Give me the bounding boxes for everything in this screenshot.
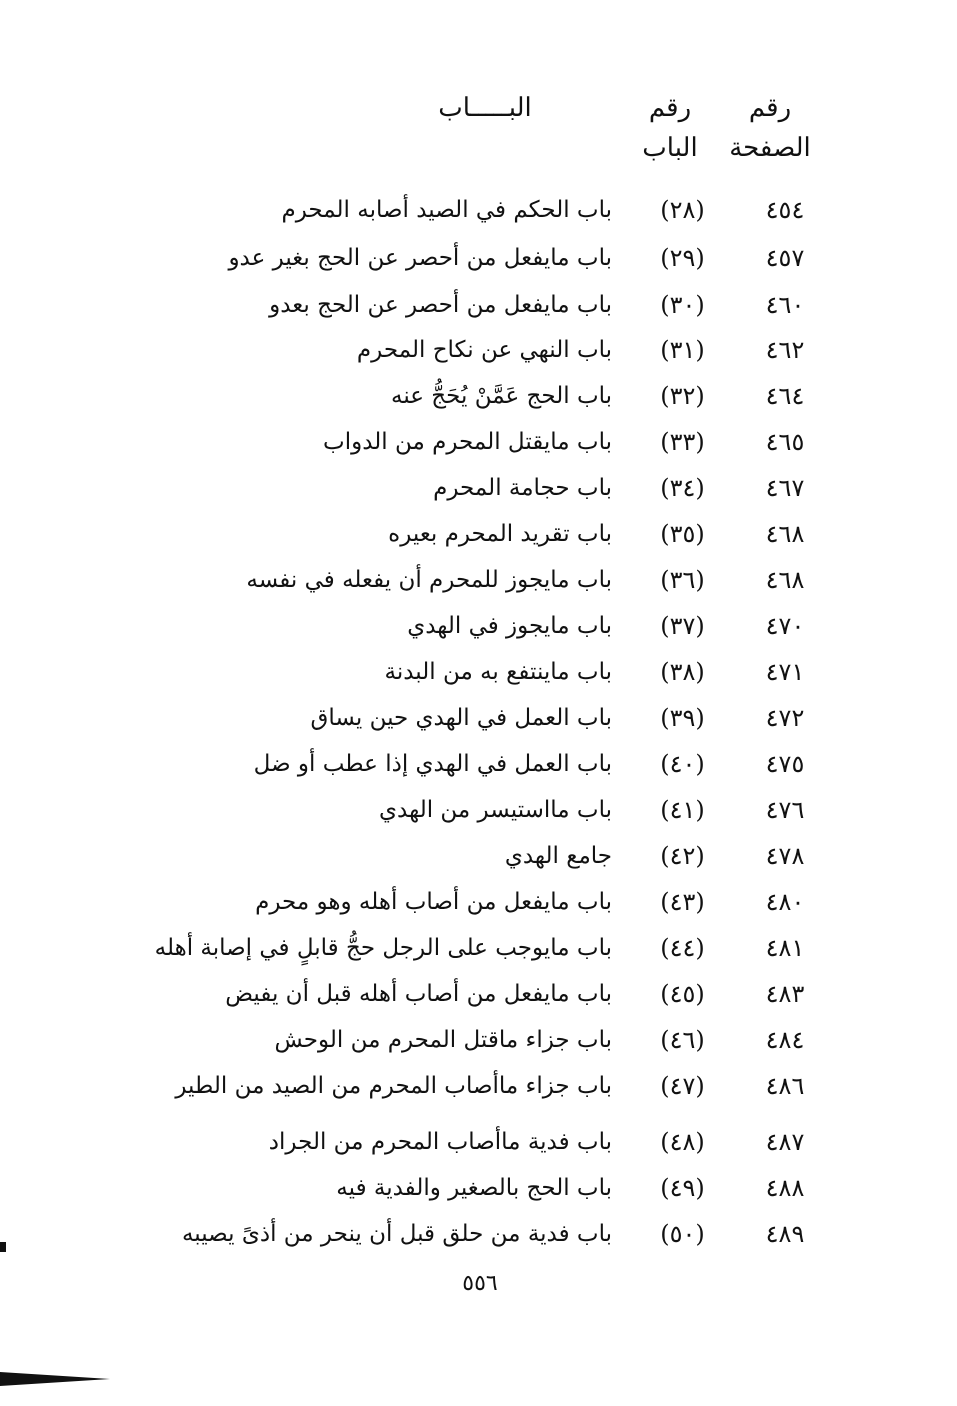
toc-row [0,374,957,418]
toc-page-number: ٤٧١ [765,658,805,686]
toc-chapter-title: جامع الهدي [504,843,612,869]
toc-chapter-number: (٤١) [660,796,705,824]
toc-chapter-title: باب حجامة المحرم [433,475,612,501]
toc-chapter-title: باب مايوجب على الرجل حجُّ قابلٍ في إصابة أهله [154,935,612,961]
toc-chapter-title: باب العمل في الهدي حين يساق [310,705,612,731]
toc-chapter-title: باب تقريد المحرم بعيره [388,521,612,547]
toc-page-number: ٤٦٢ [765,336,805,364]
toc-page-number: ٤٨٧ [765,1128,805,1156]
scan-mark [0,1242,6,1252]
toc-chapter-title: باب جزاء ماأصاب المحرم من الصيد من الطير [175,1073,612,1099]
toc-row [0,742,957,786]
toc-chapter-number: (٣١) [660,336,705,364]
toc-chapter-title: باب الحكم في الصيد أصابه المحرم [281,197,612,223]
toc-chapter-number: (٤٢) [660,842,705,870]
toc-chapter-number: (٤٤) [660,934,705,962]
toc-page-number: ٤٦٨ [765,566,805,594]
toc-row [0,283,957,327]
toc-page-number: ٤٧٠ [765,612,805,640]
toc-row [0,466,957,510]
toc-chapter-title: باب مايفعل من أصاب أهله وهو محرم [255,889,612,915]
toc-chapter-number: (٤٧) [660,1072,705,1100]
toc-page-number: ٤٧٥ [765,750,805,778]
toc-row [0,1018,957,1062]
toc-row [0,834,957,878]
toc-chapter-number: (٣٢) [660,382,705,410]
toc-page-number: ٤٥٧ [765,244,805,272]
toc-page-number: ٤٨٦ [765,1072,805,1100]
toc-row [0,788,957,832]
toc-chapter-title: باب مايفعل من أصاب أهله قبل أن يفيض [225,981,612,1007]
header-page-number-line2: الصفحة [729,133,811,163]
toc-chapter-title: باب مايجوز في الهدي [407,613,612,639]
toc-chapter-title: باب الحج عَمَّنْ يُحَجُّ عنه [390,383,612,409]
toc-chapter-title: باب الحج بالصغير والفدية فيه [336,1175,612,1201]
toc-row [0,512,957,556]
toc-page-number: ٤٦٠ [765,291,805,319]
toc-chapter-number: (٣٦) [660,566,705,594]
toc-row [0,1120,957,1164]
toc-chapter-title: باب ماينتفع به من البدنة [384,659,612,685]
toc-page-number: ٤٨٠ [765,888,805,916]
toc-row [0,1064,957,1108]
toc-page-number: ٤٦٧ [765,474,805,502]
toc-page-number: ٤٨٨ [765,1174,805,1202]
page-number: ٥٥٦ [462,1271,498,1296]
toc-row [0,650,957,694]
toc-row [0,696,957,740]
toc-row [0,236,957,280]
toc-chapter-title: باب جزاء ماقتل المحرم من الوحش [274,1027,612,1053]
toc-chapter-title: باب العمل في الهدي إذا عطب أو ضل [253,751,612,777]
toc-page-number: ٤٨٩ [765,1220,805,1248]
toc-chapter-title: باب مايفعل من أحصر عن الحج بغير عدو [228,245,612,271]
toc-chapter-number: (٤٨) [660,1128,705,1156]
toc-chapter-number: (٤٩) [660,1174,705,1202]
header-chapter-number [625,88,715,168]
toc-row [0,188,957,232]
toc-row [0,1212,957,1256]
toc-page-number: ٤٨١ [765,934,805,962]
toc-chapter-number: (٤٥) [660,980,705,1008]
toc-chapter-number: (٣٣) [660,428,705,456]
toc-chapter-title: باب فدية من حلق قبل أن ينحر من أذىً يصيبه [181,1221,612,1247]
toc-chapter-title: باب مايفعل من أحصر عن الحج بعدو [269,292,612,318]
toc-chapter-number: (٤٦) [660,1026,705,1054]
toc-page-number: ٤٨٣ [765,980,805,1008]
toc-row [0,420,957,464]
header-chapter-title: البـــــاب [438,93,532,123]
toc-row [0,604,957,648]
toc-chapter-number: (٥٠) [660,1220,705,1248]
header-page-number [720,88,820,168]
header-page-number-line1: رقم [748,93,792,123]
toc-page-number: ٤٥٤ [765,196,805,224]
toc-chapter-number: (٣٧) [660,612,705,640]
toc-chapter-title: باب فدية ماأصاب المحرم من الجراد [268,1129,612,1155]
toc-page-number: ٤٧٦ [765,796,805,824]
toc-chapter-number: (٣٥) [660,520,705,548]
toc-chapter-number: (٢٨) [660,196,705,224]
toc-chapter-number: (٤٣) [660,888,705,916]
toc-page-number: ٤٦٨ [765,520,805,548]
toc-chapter-title: باب مايقتل المحرم من الدواب [323,429,612,455]
toc-chapter-number: (٤٠) [660,750,705,778]
toc-page-number: ٤٧٨ [765,842,805,870]
toc-row [0,328,957,372]
toc-chapter-title: باب النهي عن نكاح المحرم [356,337,612,363]
toc-row [0,972,957,1016]
toc-chapter-title: باب مااستيسر من الهدي [379,797,612,823]
toc-chapter-number: (٣٤) [660,474,705,502]
scan-edge-mark [0,1372,110,1386]
toc-row [0,880,957,924]
toc-page-number: ٤٨٤ [765,1026,805,1054]
toc-chapter-number: (٣٩) [660,704,705,732]
toc-chapter-title: باب مايجوز للمحرم أن يفعله في نفسه [246,567,612,593]
toc-row [0,558,957,602]
toc-row [0,926,957,970]
header-chapter-number-line1: رقم [648,93,692,123]
toc-page-number: ٤٧٢ [765,704,805,732]
toc-chapter-number: (٢٩) [660,244,705,272]
toc-chapter-number: (٣٨) [660,658,705,686]
header-chapter-number-line2: الباب [642,133,698,163]
toc-page-number: ٤٦٤ [765,382,805,410]
toc-row [0,1166,957,1210]
toc-page-number: ٤٦٥ [765,428,805,456]
toc-chapter-number: (٣٠) [660,291,705,319]
